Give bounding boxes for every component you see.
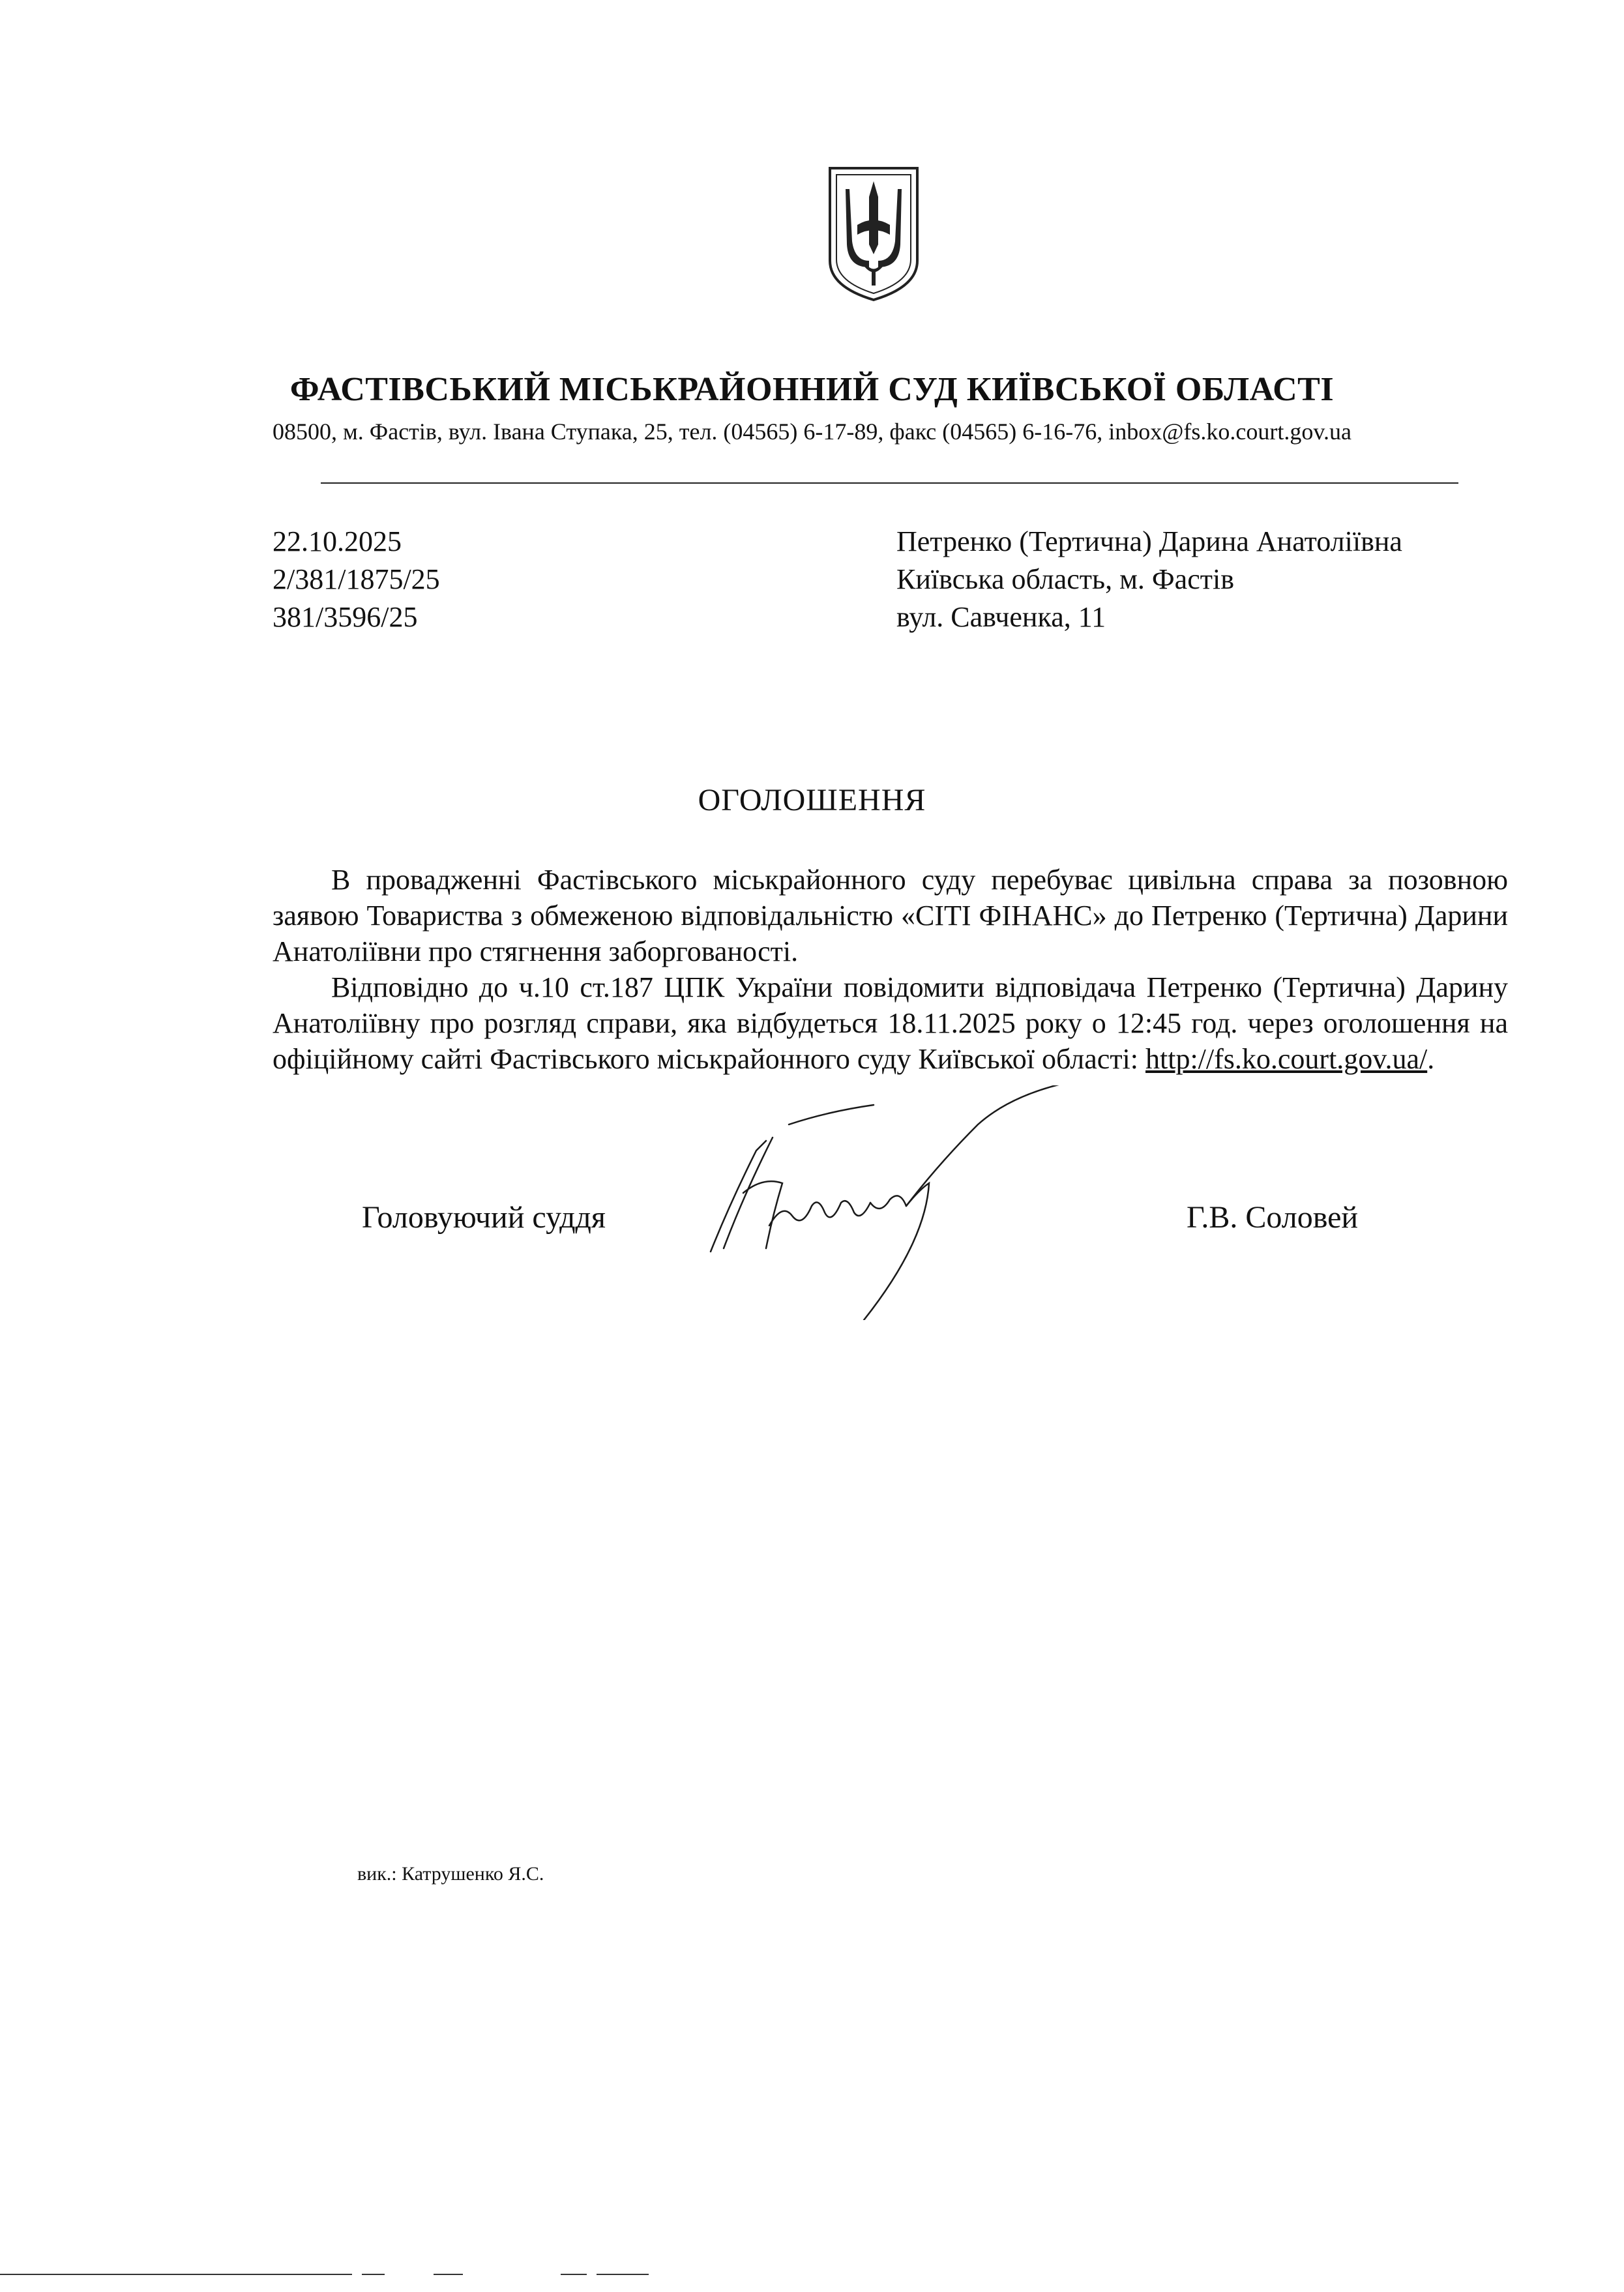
recipient-name: Петренко (Тертична) Дарина Анатоліївна (896, 525, 1402, 557)
recipient-street: вул. Савченка, 11 (896, 601, 1106, 633)
header-divider (321, 482, 1458, 484)
bottom-edge-dash (561, 2274, 587, 2275)
case-number: 2/381/1875/25 (273, 563, 440, 595)
bottom-edge-line (0, 2274, 352, 2275)
outgoing-number: 381/3596/25 (273, 601, 418, 633)
notice-paragraph-1: В провадженні Фастівського міськрайонного суду перебуває цивільна справа за позовною заявою Товариства з обмеженою відповідальністю «СІТІ ФІНАНС» до Петренко (Тертична) Дарини Анатоліївни про стягнення заборгованості. (273, 864, 1508, 967)
notice-paragraph-2 (273, 969, 1508, 1077)
bottom-edge-dash (434, 2274, 463, 2275)
presiding-judge-label: Головуючий суддя (362, 1200, 606, 1235)
notice-title: ОГОЛОШЕННЯ (698, 783, 926, 817)
document-date: 22.10.2025 (273, 525, 402, 557)
executor-note: вик.: Катрушенко Я.С. (357, 1863, 544, 1885)
coat-of-arms-emblem (825, 163, 923, 303)
document-meta (273, 523, 440, 636)
judge-name: Г.В. Соловей (1187, 1200, 1359, 1235)
trident-icon (825, 163, 923, 303)
link-suffix: . (1427, 1043, 1435, 1075)
court-name: ФАСТІВСЬКИЙ МІСЬКРАЙОННИЙ СУД КИЇВСЬКОЇ ОБЛАСТІ (289, 371, 1335, 408)
court-website-link[interactable]: http://fs.ko.court.gov.ua/ (1145, 1043, 1428, 1075)
recipient-region: Київська область, м. Фастів (896, 563, 1234, 595)
bottom-edge-dash (362, 2274, 385, 2275)
court-address: 08500, м. Фастів, вул. Івана Ступака, 25, тел. (04565) 6-17-89, факс (04565) 6-16-76, inbox@fs.ko.court.gov.ua (273, 419, 1351, 445)
notice-body (273, 862, 1508, 1077)
handwritten-signature (704, 1085, 1108, 1320)
recipient-block (896, 523, 1402, 636)
notice-paragraph-2-text: Відповідно до ч.10 ст.187 ЦПК України повідомити відповідача Петренко (Тертична) Дарину Анатоліївну про розгляд справи, яка відбудеться 18.11.2025 року о 12:45 год. через оголошення на офіційному сайті Фастівського міськрайонного суду Київської області: (273, 971, 1508, 1075)
bottom-edge-dash (597, 2274, 649, 2275)
